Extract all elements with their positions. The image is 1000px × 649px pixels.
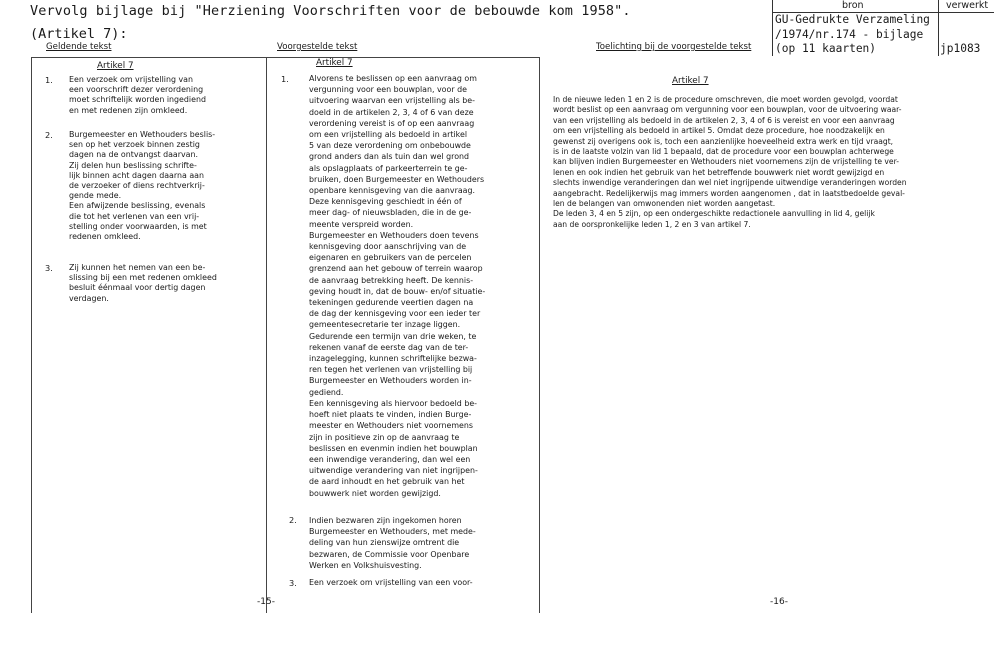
proposed-text-label: Voorgestelde tekst bbox=[277, 42, 358, 52]
page-number-left: -15- bbox=[257, 597, 275, 607]
article-heading: (Artikel 7): bbox=[30, 26, 128, 42]
proposed-item-1-number: 1. bbox=[281, 74, 289, 84]
source-box bbox=[772, 0, 994, 56]
explanation-article-heading: Artikel 7 bbox=[672, 76, 709, 86]
explanation-label: Toelichting bij de voorgestelde tekst bbox=[596, 42, 752, 52]
bron-label: bron bbox=[842, 0, 864, 11]
proposed-item-1: Alvorens te beslissen op een aanvraag om vergunning voor een bouwplan, voor de uitvoering waarvan een vrijstelling als be- doeld in de artikelen 2, 3, 4 of 6 van deze verordening vereist is of op een aanvraag om een vrijstelling als bedoeld in artikel 5 van deze verordening om onbebouwde grond anders dan als tuin dan wel grond als opslagplaats of parkeerterrein te ge- bruiken, doen Burgemeester en Wethouders openbare kennisgeving van die aanvraag. Deze kennisgeving geschiedt in één of meer dag- of nieuwsbladen, die in de ge- meente verspreid worden. Burgemeester en Wethouders doen tevens kennisgeving door aanschrijving van de eigenaren en gebruikers van de percelen grenzend aan het gebouw of terrein waarop de aanvraag betrekking heeft. De kennis- geving houdt in, dat de bouw- en/of situatie- tekeningen gedurende veertien dagen na de dag der kennisgeving voor een ieder ter gemeentesecretarie ter inzage liggen. Gedurende een termijn van drie weken, te rekenen vanaf de eerste dag van de ter- inzagelegging, kunnen schriftelijke bezwa- ren tegen het verlenen van vrijstelling bij Burgemeester en Wethouders worden in- gediend. Een kennisgeving als hiervoor bedoeld be- hoeft niet plaats te vinden, indien Burge- meester en Wethouders niet voornemens zijn in positieve zin op de aanvraag te beslissen en evenmin indien het bouwplan een inwendige verandering, dan wel een uitwendige verandering van niet ingrijpen- de aard inhoudt en het gebruik van het bouwwerk niet worden gewijzigd. bbox=[309, 74, 486, 498]
source-line-1: GU-Gedrukte Verzameling bbox=[775, 13, 930, 26]
current-text-label: Geldende tekst bbox=[46, 42, 112, 52]
page-number-right: -16- bbox=[770, 597, 788, 607]
current-item-1: Een verzoek om vrijstelling van een voorschrift dezer verordening moet schriftelijk worden ingediend en met redenen zijn omkleed. bbox=[69, 75, 206, 115]
verwerkt-label: verwerkt bbox=[946, 0, 989, 11]
source-line-2: /1974/nr.174 - bijlage bbox=[775, 28, 924, 41]
proposed-item-2: Indien bezwaren zijn ingekomen horen Burgemeester en Wethouders, met mede- deling van hun zienswijze omtrent die bezwaren, de Commissie voor Openbare Werken en Volkshuisvesting. bbox=[309, 516, 476, 570]
current-item-1-number: 1. bbox=[45, 75, 53, 85]
current-item-3-number: 3. bbox=[45, 263, 53, 273]
current-item-2: Burgemeester en Wethouders beslis- sen op het verzoek binnen zestig dagen na de ontvangst daarvan. Zij delen hun beslissing schrifte- lijk binnen acht dagen daarna aan de verzoeker of diens rechtverkrij- gende mede. Een afwijzende beslissing, evenals die tot het verlenen van een vrij- stelling onder voorwaarden, is met redenen omkleed. bbox=[69, 130, 216, 242]
proposed-item-3: Een verzoek om vrijstelling van een voor- bbox=[309, 578, 473, 587]
proposed-item-3-number: 3. bbox=[289, 578, 297, 588]
current-item-2-number: 2. bbox=[45, 130, 53, 140]
document-code: jp1083 bbox=[940, 42, 981, 55]
proposed-article-heading: Artikel 7 bbox=[316, 58, 353, 68]
proposed-item-2-number: 2. bbox=[289, 515, 297, 525]
current-article-heading: Artikel 7 bbox=[97, 61, 134, 71]
document-title: Vervolg bijlage bij "Herziening Voorschriften voor de bebouwde kom 1958". bbox=[30, 3, 631, 19]
current-item-3: Zij kunnen het nemen van een be- slissing bij een met redenen omkleed besluit éénmaal voor dertig dagen verdagen. bbox=[69, 263, 217, 303]
source-line-3: (op 11 kaarten) bbox=[775, 42, 877, 55]
explanation-text: In de nieuwe leden 1 en 2 is de procedure omschreven, die moet worden gevolgd, voordat wordt beslist op een aanvraag om vergunning voor een bouwplan, voor de uitvoering waar- van een vrijstelling als bedoeld in de artikelen 2, 3, 4 of 6 is vereist en voor een aanvraag om een vrijstelling als bedoeld in artikel 5. Omdat deze procedure, hoe noodzakelijk en gewenst zij overigens ook is, toch een aanzienlijke hoeveelheid extra werk en tijd vraagt, is in de laatste volzin van lid 1 bepaald, dat de procedure voor een bouwplan achterwege kan blijven indien Burgemeester en Wethouders niet voornemens zijn de vrijstelling te ver- lenen en ook indien het gebruik van het betreffende bouwwerk niet wordt gewijzigd en slechts inwendige veranderingen dan wel niet ingrijpende uitwendige veranderingen worden aangebracht. Redelijkerwijs mag immers worden aangenomen , dat in laatstbedoelde geval- len de belangen van omwonenden niet worden aangetast. De leden 3, 4 en 5 zijn, op een ondergeschikte redactionele aanvulling in lid 4, gelijk aan de oorspronkelijke leden 1, 2 en 3 van artikel 7. bbox=[553, 95, 907, 229]
